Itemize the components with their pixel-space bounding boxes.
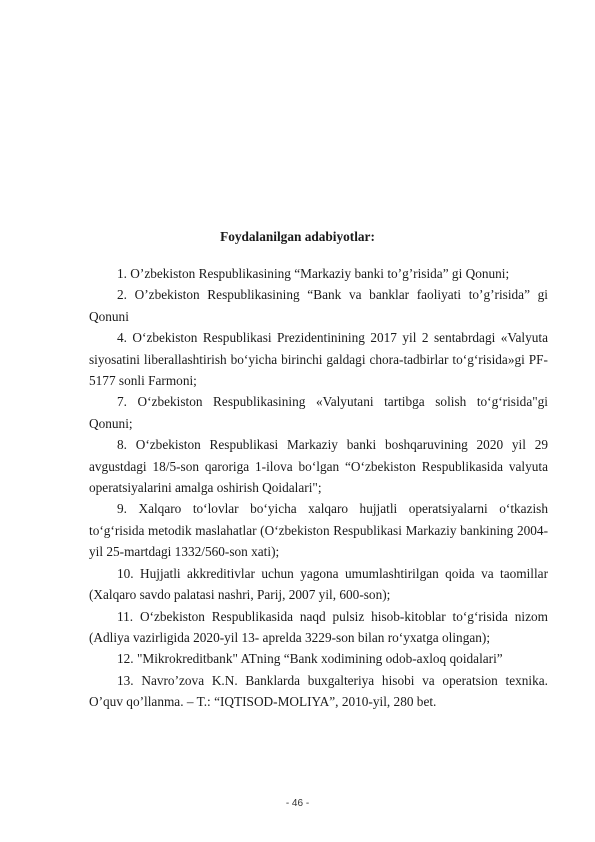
page-number: - 46 - bbox=[285, 798, 310, 809]
reference-item: 9. Xalqaro to‘lovlar bo‘yicha xalqaro hujjatli operatsiyalarni o‘tkazish to‘g‘risida metodik maslahatlar (O‘zbekiston Respublikasi Markaziy bankining 2004-yil 25-martdagi 1332/560-son xati); bbox=[89, 501, 548, 560]
reference-item: 13. Navro’zova K.N. Banklarda buxgalteriya hisobi va operatsion texnika. O’quv qo’llanma. – T.: “IQTISOD-MOLIYA”, 2010-yil, 280 bet. bbox=[89, 672, 548, 710]
reference-item: 12. "Mikrokreditbank" ATning “Bank xodimining odob-axloq qoidalari” bbox=[117, 651, 503, 667]
reference-item: 1. O’zbekiston Respublikasining “Markaziy banki to’g’risida” gi Qonuni; bbox=[117, 266, 510, 281]
reference-item: 11. O‘zbekiston Respublikasida naqd pulsiz hisob-kitoblar to‘g‘risida nizom (Adliya vazirligida 2020-yil 13- aprelda 3229-son bilan ro‘yxatga olingan); bbox=[89, 608, 548, 645]
reference-item: 10. Hujjatli akkreditivlar uchun yagona umumlashtirilgan qoida va taomillar (Xalqaro savdo palatasi nashri, Parij, 2007 yil, 600-son); bbox=[89, 565, 548, 603]
reference-item: 2. O’zbekiston Respublikasining “Bank va banklar faoliyati to’g’risida” gi Qonuni bbox=[89, 287, 548, 324]
reference-item: 4. O‘zbekiston Respublikasi Prezidentinining 2017 yil 2 sentabrdagi «Valyuta siyosatini liberallashtirish bo‘yicha birinchi galdagi chora-tadbirlar to‘g‘risida»gi PF-5177 sonli Farmoni; bbox=[89, 330, 548, 389]
reference-item: 7. O‘zbekiston Respublikasining «Valyutani tartibga solish to‘g‘risida"gi Qonuni; bbox=[89, 394, 548, 431]
reference-item: 8. O‘zbekiston Respublikasi Markaziy banki boshqaruvining 2020 yil 29 avgustdagi 18/5-son qaroriga 1-ilova bo‘lgan “O‘zbekiston Respublikasida valyuta operatsiyalarini amalga oshirish Qoidalari"; bbox=[89, 437, 548, 496]
section-heading: Foydalanilgan adabiyotlar: bbox=[220, 229, 375, 244]
reference-list bbox=[89, 263, 548, 713]
